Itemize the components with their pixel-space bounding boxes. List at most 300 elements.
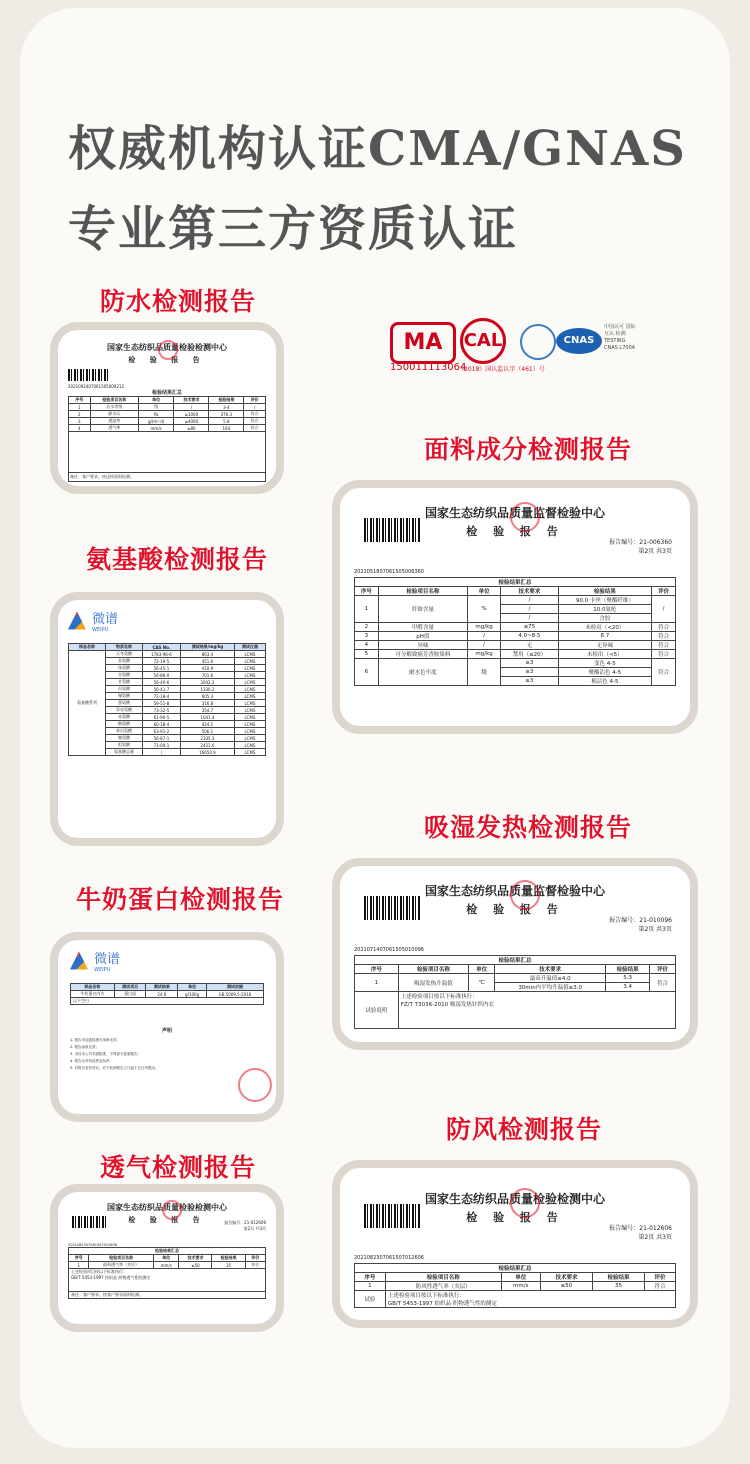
table-cell: 透湿率 <box>90 418 138 425</box>
report-moisture[interactable] <box>332 858 698 1050</box>
table-cell: 符合 <box>652 659 676 686</box>
red-stamp <box>238 1068 272 1102</box>
table-cell: 符合 <box>652 641 676 650</box>
table-header-cell: 评价 <box>645 1273 676 1282</box>
text-line: 1. 报告未加盖检测专用章无效； <box>70 1038 120 1042</box>
table-cell: GB 5009.5-2016 <box>206 991 263 998</box>
brand-name: 微谱 <box>94 952 121 967</box>
table-cell: 2 <box>69 411 91 418</box>
table-cell: 最高升温值≥4.0 <box>495 974 606 983</box>
text-line: 上述检验项目按以下标准执行： <box>71 1269 127 1274</box>
table-header-cell: 技术要求 <box>495 965 606 974</box>
table-cell: 4.0~8.5 <box>501 632 558 641</box>
text-line: 上述检验项目按以下标准执行： <box>400 994 478 1000</box>
result-table <box>68 643 266 756</box>
statement-title: 声明 <box>161 1028 172 1034</box>
report-number: 报告编号：21-006360 <box>609 539 672 546</box>
table-cell: 1041.4 <box>180 714 234 721</box>
table-header-cell: CAS No. <box>142 644 180 651</box>
barcode <box>364 1204 420 1228</box>
table-cell: mg/kg <box>467 623 500 632</box>
table-cell: 5.8 <box>209 418 244 425</box>
table-header-cell: 测试结果 <box>146 984 178 991</box>
table-row <box>69 644 266 651</box>
table-row <box>69 404 266 411</box>
table-cell: Pa <box>138 411 174 418</box>
table-cell: 甲醛含量 <box>378 623 467 632</box>
report-number: 报告编号：21-012606 <box>224 1220 266 1225</box>
report-subtitle: 检 验 报 告 <box>128 1216 206 1224</box>
report-subtitle: 检 验 报 告 <box>128 356 206 364</box>
table-header-cell: 测试依据 <box>206 984 263 991</box>
text-line: 2. 报告涂改无效； <box>70 1045 99 1049</box>
table-header-cell: 单位 <box>469 965 495 974</box>
table-cell: 2335.3 <box>180 735 234 742</box>
table-cell: / <box>501 596 558 605</box>
ilac-logo-icon <box>520 324 556 360</box>
table-header-cell: 检验结果 <box>209 397 244 404</box>
table-cell: 丙氨酸 <box>105 686 142 693</box>
table-cell: ≤50 <box>179 1262 212 1269</box>
table-header-cell: 检验结果 <box>212 1255 245 1262</box>
table-cell: 含胶 <box>558 614 652 623</box>
red-stamp <box>162 1200 182 1220</box>
table-cell: 4 <box>69 425 91 432</box>
table-cell: 3 <box>69 418 91 425</box>
table-cell: mm/s <box>501 1282 540 1291</box>
table-cell: ≥3 <box>501 668 558 677</box>
table-row <box>355 632 676 641</box>
table-row <box>355 587 676 596</box>
table-header-cell: 检验结果汇总 <box>355 1264 676 1273</box>
barcode <box>72 1216 108 1228</box>
table-header-cell: 测试仪器 <box>234 644 265 651</box>
report-subtitle: 检 验 报 告 <box>466 903 564 916</box>
table-cell: mg/kg <box>467 650 500 659</box>
brand-en: WEIPU <box>94 967 111 973</box>
table-header-cell: 序号 <box>355 1273 386 1282</box>
table-header-cell: 样品名称 <box>69 644 106 651</box>
report-breathable[interactable] <box>50 1184 284 1332</box>
table-header-cell: 序号 <box>69 1255 89 1262</box>
table-cell: 5.3 <box>606 974 650 983</box>
report-waterproof[interactable] <box>50 322 284 494</box>
table-cell: 1783-96-6 <box>142 651 180 658</box>
cal-subtext: （2018）国认监认字（461）号 <box>458 366 545 373</box>
table-cell: 符合 <box>645 1282 676 1291</box>
table-row <box>69 1269 266 1292</box>
weipu-logo-icon <box>68 612 86 630</box>
table-cell: 35 <box>212 1262 245 1269</box>
table-cell: LCMS <box>234 721 265 728</box>
table-header-cell: 检验项目名称 <box>398 965 468 974</box>
table-header-cell: 评价 <box>652 587 676 596</box>
report-subtitle: 检 验 报 告 <box>466 1211 564 1224</box>
cal-logo-icon: CAL <box>460 318 506 364</box>
report-org: 国家生态纺织品质量检验检测中心 <box>107 343 227 352</box>
table-row <box>355 659 676 668</box>
table-cell: 吸湿发热升温值 <box>398 974 468 992</box>
table-cell: 424.1 <box>180 721 234 728</box>
table-cell: LCMS <box>234 728 265 735</box>
table-row <box>69 418 266 425</box>
report-number: 报告编号：21-010096 <box>609 917 672 924</box>
table-cell: 聚酯沾色 4-5 <box>558 668 652 677</box>
table-cell: 56-87-1 <box>142 735 180 742</box>
table-cell: 24.6 <box>146 991 178 998</box>
table-cell: / <box>142 749 180 756</box>
table-row <box>355 596 676 605</box>
table-header-cell: 序号 <box>355 965 399 974</box>
result-table <box>70 983 264 1005</box>
table-cell: 酪氨酸 <box>105 721 142 728</box>
table-cell: 59-51-8 <box>142 700 180 707</box>
table-cell: ≥3 <box>501 659 558 668</box>
table-cell: LCMS <box>234 700 265 707</box>
table-cell: 6 <box>355 659 379 686</box>
table-row <box>355 623 676 632</box>
table-row <box>355 578 676 587</box>
table-header-cell: 物质名称 <box>105 644 142 651</box>
table-header-cell: 单位 <box>467 587 500 596</box>
table-cell: 90.0 卡丝（聚酯纤维） <box>558 596 652 605</box>
weipu-logo <box>68 608 266 633</box>
table-cell: % <box>467 596 500 623</box>
barcode <box>364 518 420 542</box>
table-cell: 63-91-2 <box>142 728 180 735</box>
text-line: 4. 报告仅对所送样品负责； <box>70 1059 113 1063</box>
title-waterproof: 防水检测报告 <box>100 287 257 316</box>
barcode <box>68 369 108 381</box>
table-header-cell: 评价 <box>244 397 266 404</box>
table-header-cell: 检验结果 <box>593 1273 645 1282</box>
table-header-cell: 测试项目 <box>114 984 146 991</box>
table-cell: 3-4 <box>209 404 244 411</box>
table-cell: LCMS <box>234 658 265 665</box>
report-page: 第2页 共3页 <box>638 548 672 555</box>
report-org: 国家生态纺织品质量检验检测中心 <box>107 1203 227 1212</box>
table-cell: 棉沾色 4-5 <box>558 677 652 686</box>
table-cell: 451.6 <box>180 658 234 665</box>
table-cell: LCMS <box>234 679 265 686</box>
table-cell: 符合 <box>244 418 266 425</box>
headline-line1: 权威机构认证CMA/GNAS <box>68 121 687 177</box>
table-header-cell: 检验项目名称 <box>385 1273 501 1282</box>
table-cell: 4 <box>355 641 379 650</box>
result-table <box>68 396 266 432</box>
table-row <box>69 1248 266 1255</box>
table-cell: ≥4000 <box>174 418 209 425</box>
table-cell: 56-40-6 <box>142 679 180 686</box>
table-cell: g/(m²·d) <box>138 418 174 425</box>
table-cell <box>69 1269 266 1292</box>
weipu-logo-icon <box>70 952 88 970</box>
table-cell: 164 <box>209 425 244 432</box>
table-cell: 变色 4-5 <box>558 659 652 668</box>
report-fabric[interactable] <box>332 480 698 734</box>
table-cell: / <box>501 605 558 614</box>
table-cell: ≥1000 <box>174 411 209 418</box>
table-cell: g/100g <box>178 991 207 998</box>
table-cell: 410.9 <box>180 665 234 672</box>
table-cell: 组氨酸 <box>105 742 142 749</box>
table-cell: 级 <box>138 404 174 411</box>
table-cell: 符合 <box>652 623 676 632</box>
table-cell <box>385 1291 675 1308</box>
cma-number: 150011113064 <box>390 362 467 373</box>
report-code: 2021092407061505009212 <box>68 384 124 389</box>
table-cell: 禁用（≤20） <box>501 650 558 659</box>
table-cell: 72-18-4 <box>142 693 180 700</box>
report-subtitle: 检 验 报 告 <box>466 525 564 538</box>
result-table <box>68 1247 266 1299</box>
table-cell: 符合 <box>652 632 676 641</box>
table-cell: 蛋氨酸 <box>105 700 142 707</box>
brand-name: 微谱 <box>92 612 119 627</box>
table-header-cell: 检验项目名称 <box>90 397 138 404</box>
table-cell: 面料透气率（夹层） <box>89 1262 153 1269</box>
table-row <box>355 965 676 974</box>
table-cell: 30min内平均升温值≥3.0 <box>495 983 606 992</box>
table-header-cell: 评价 <box>650 965 676 974</box>
table-header-cell: 序号 <box>69 397 91 404</box>
table-cell: 3 <box>355 632 379 641</box>
result-table <box>354 955 676 1029</box>
table-row <box>69 411 266 418</box>
table-cell: 61-90-5 <box>142 714 180 721</box>
table-header-cell: 评价 <box>245 1255 265 1262</box>
title-windproof: 防风检测报告 <box>446 1115 603 1144</box>
table-cell: 60-18-4 <box>142 721 180 728</box>
table-cell: 静水压 <box>90 411 138 418</box>
table-row <box>355 650 676 659</box>
table-cell: 沾水等级 <box>90 404 138 411</box>
table-cell: 71-00-1 <box>142 742 180 749</box>
table-cell: 纤维含量 <box>378 596 467 623</box>
table-header-cell: 单位 <box>501 1273 540 1282</box>
table-header-cell: 检验项目名称 <box>89 1255 153 1262</box>
report-milk[interactable] <box>50 932 284 1122</box>
table-cell: / <box>652 596 676 623</box>
brand-en: WEIPU <box>92 627 109 633</box>
table-row <box>355 974 676 983</box>
table-cell: 3.4 <box>606 983 650 992</box>
text-line: FZ/T 73036-2010 吸湿发热针织内衣 <box>400 1002 494 1008</box>
report-number: 报告编号：21-012606 <box>609 1225 672 1232</box>
table-cell: 1 <box>355 974 399 992</box>
table-cell: 谷氨酸 <box>105 672 142 679</box>
report-org: 国家生态纺织品质量监督检验中心 <box>424 506 605 520</box>
table-header-cell: 检验结果 <box>606 965 650 974</box>
table-header-cell: 检验结果汇总 <box>355 578 676 587</box>
table-row <box>71 998 264 1005</box>
report-amino[interactable] <box>50 592 284 846</box>
table-cell: 701.6 <box>180 672 234 679</box>
table-row <box>355 641 676 650</box>
table-header-cell: 技术要求 <box>174 397 209 404</box>
table-cell: 氨基酸系列 <box>69 651 106 756</box>
table-cell: 丝氨酸 <box>105 665 142 672</box>
table-cell: 苏氨酸 <box>105 658 142 665</box>
table-cell: ≤50 <box>540 1282 592 1291</box>
table-cell: / <box>244 404 266 411</box>
table-cell: / <box>501 614 558 623</box>
table-row <box>69 397 266 404</box>
table-header-cell: 序号 <box>355 587 379 596</box>
cnas-logo-icon: CNAS <box>556 328 602 354</box>
table-cell: 3042.2 <box>180 679 234 686</box>
title-moisture: 吸湿发热检测报告 <box>424 813 633 842</box>
table-cell: LCMS <box>234 672 265 679</box>
table-cell: 以下空白 <box>71 998 264 1005</box>
result-table <box>354 577 676 686</box>
table-cell: 符合 <box>652 650 676 659</box>
table-row <box>69 425 266 432</box>
table-cell: 72-19-5 <box>142 658 180 665</box>
table-cell: 56-86-0 <box>142 672 180 679</box>
table-cell: 亮氨酸 <box>105 714 142 721</box>
table-header-cell: 检验结果汇总 <box>69 1248 266 1255</box>
table-header-cell: 样品名称 <box>71 984 115 991</box>
table-row <box>71 991 264 998</box>
table-cell: / <box>467 632 500 641</box>
cma-logo-icon: MA <box>390 322 456 364</box>
text-line: GB/T 5453-1997 纺织品 织物透气性的测定 <box>387 1301 497 1307</box>
table-cell: / <box>174 404 209 411</box>
table-cell: ≥3 <box>501 677 558 686</box>
table-header-cell: 单位 <box>138 397 174 404</box>
report-code: 2021071407061505010096 <box>354 947 424 953</box>
table-row <box>355 1273 676 1282</box>
table-cell: 缬氨酸 <box>105 693 142 700</box>
table-header-cell: 技术要求 <box>501 587 558 596</box>
table-cell: 试验 <box>355 1291 386 1308</box>
table-cell: 可分解致癌芳香胺染料 <box>378 650 467 659</box>
table-header-cell: 技术要求 <box>179 1255 212 1262</box>
report-code: 2021082307061507012606 <box>354 1255 424 1261</box>
table-cell: 氨基酸总量 <box>105 749 142 756</box>
text-line: 3. 未经本公司书面批准，不得部分复制报告； <box>70 1052 141 1056</box>
result-table <box>354 1263 676 1308</box>
title-amino: 氨基酸检测报告 <box>86 545 269 574</box>
table-cell: 符合 <box>650 974 676 992</box>
table-cell: 未检出（<20） <box>558 623 652 632</box>
table-cell: LCMS <box>234 749 265 756</box>
table-cell: 1 <box>69 1262 89 1269</box>
table-cell: LCMS <box>234 651 265 658</box>
table-row <box>71 984 264 991</box>
table-cell: 蛋白质 <box>114 991 146 998</box>
table-cell: 符合 <box>244 411 266 418</box>
title-fabric: 面料成分检测报告 <box>424 435 633 464</box>
table-cell <box>398 992 675 1029</box>
table-cell: 354.7 <box>180 707 234 714</box>
red-stamp <box>158 340 178 360</box>
table-cell: LCMS <box>234 742 265 749</box>
red-stamp <box>510 502 540 532</box>
weipu-logo <box>70 948 264 973</box>
table-cell: 506.1 <box>180 728 234 735</box>
table-cell: 16650.9 <box>180 749 234 756</box>
table-cell: LCMS <box>234 693 265 700</box>
table-header-cell: 检验项目名称 <box>378 587 467 596</box>
certification-logos <box>390 318 636 378</box>
table-cell: 天冬氨酸 <box>105 651 142 658</box>
table-cell: 甘氨酸 <box>105 679 142 686</box>
table-cell: 试验说明 <box>355 992 399 1029</box>
table-cell: 1 <box>69 404 91 411</box>
table-cell: LCMS <box>234 714 265 721</box>
table-cell: 无 <box>501 641 558 650</box>
table-cell: 1330.2 <box>180 686 234 693</box>
report-page: 第2页 共3页 <box>638 926 672 933</box>
table-cell: 73-32-5 <box>142 707 180 714</box>
table-cell: 异味 <box>378 641 467 650</box>
report-note: 备注：客户要求，按送样面料检测。 <box>68 473 266 482</box>
table-header-cell: 检验结果汇总 <box>355 956 676 965</box>
table-cell: 1 <box>355 1282 386 1291</box>
table-cell: 苯丙氨酸 <box>105 728 142 735</box>
summary-title: 检验结果汇总 <box>151 390 182 396</box>
report-windproof[interactable] <box>332 1160 698 1328</box>
table-cell: ℃ <box>469 974 495 992</box>
table-row <box>355 1291 676 1308</box>
table-cell: 605.3 <box>180 693 234 700</box>
table-cell: 6.7 <box>558 632 652 641</box>
report-org: 国家生态纺织品质量监督检验中心 <box>424 884 605 898</box>
table-cell: 赖氨酸 <box>105 735 142 742</box>
table-row <box>69 1255 266 1262</box>
table-row <box>69 1292 266 1299</box>
red-stamp <box>510 880 540 910</box>
table-cell: LCMS <box>234 665 265 672</box>
table-cell: 863.4 <box>180 651 234 658</box>
table-cell: 级 <box>467 659 500 686</box>
table-cell: 2 <box>355 623 379 632</box>
table-row <box>355 1282 676 1291</box>
text-line: GB/T 5453-1997 纺织品 织物透气性的测定 <box>71 1275 151 1280</box>
table-row <box>69 1262 266 1269</box>
table-cell: 未检出（<5） <box>558 650 652 659</box>
table-row <box>69 651 266 658</box>
table-header-cell: 检验结果 <box>558 587 652 596</box>
table-row <box>355 1264 676 1273</box>
table-cell: 10.0氨纶 <box>558 605 652 614</box>
table-cell: mm/s <box>138 425 174 432</box>
table-cell: LCMS <box>234 735 265 742</box>
statement-list <box>70 1037 264 1072</box>
table-cell: LCMS <box>234 707 265 714</box>
table-cell: / <box>467 641 500 650</box>
table-cell: 备注：客户要求，按客户要求面料检测。 <box>69 1292 266 1299</box>
table-cell: 耐水色牢度 <box>378 659 467 686</box>
table-cell: 透气率 <box>90 425 138 432</box>
table-cell: LCMS <box>234 686 265 693</box>
report-code: 2021051807061505006360 <box>354 569 424 575</box>
table-cell: 56-45-1 <box>142 665 180 672</box>
table-header-cell: 测试结果/mg/kg <box>180 644 234 651</box>
table-row <box>355 992 676 1029</box>
table-cell: 376.3 <box>209 411 244 418</box>
table-header-cell: 技术要求 <box>540 1273 592 1282</box>
table-cell: 1 <box>355 596 379 623</box>
table-header-cell: 单位 <box>153 1255 179 1262</box>
table-cell: 35 <box>593 1282 645 1291</box>
table-cell: 316.8 <box>180 700 234 707</box>
text-line: 5. 对报告若有异议，应于收到报告之日起十五日内提出。 <box>70 1066 159 1070</box>
title-breathable: 透气检测报告 <box>100 1153 257 1182</box>
table-cell: ≥80 <box>174 425 209 432</box>
